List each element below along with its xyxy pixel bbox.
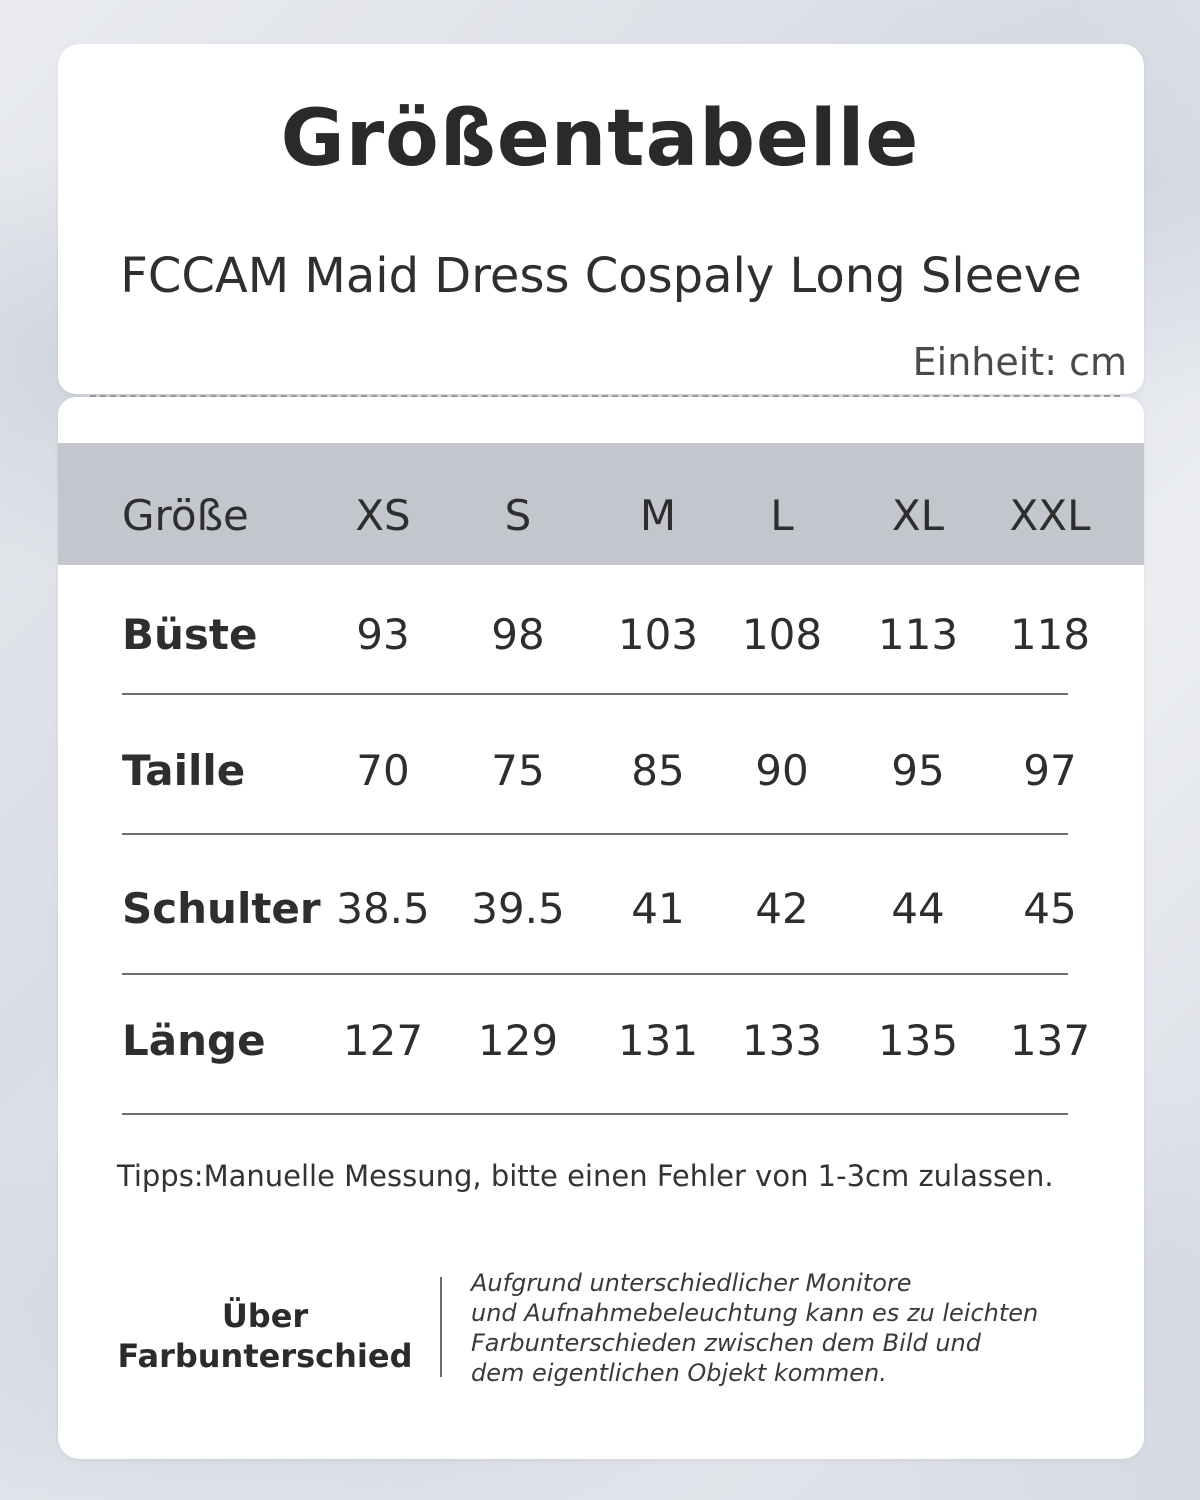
table-cell: 93 xyxy=(356,610,410,659)
size-header-cell: XL xyxy=(891,491,945,540)
table-cell: 41 xyxy=(631,884,685,933)
color-note-line: Farbunterschieden zwischen dem Bild und xyxy=(471,1329,981,1357)
size-header-cell: S xyxy=(504,491,532,540)
table-cell: 103 xyxy=(617,610,699,659)
table-cell: 129 xyxy=(477,1016,559,1065)
size-header-cell: XXL xyxy=(1009,491,1091,540)
table-cell: 133 xyxy=(741,1016,823,1065)
table-cell: 42 xyxy=(755,884,809,933)
color-difference-note xyxy=(471,1268,1131,1388)
size-header-label: Größe xyxy=(122,491,249,540)
table-cell: 118 xyxy=(1009,610,1091,659)
table-cell: 38.5 xyxy=(336,884,430,933)
row-label: Büste xyxy=(122,610,258,659)
product-subtitle: FCCAM Maid Dress Cospaly Long Sleeve xyxy=(120,248,1082,304)
color-difference-heading xyxy=(110,1296,420,1376)
size-header-cell: L xyxy=(770,491,794,540)
color-note-line: Aufgrund unterschiedlicher Monitore xyxy=(471,1269,912,1297)
page-title: Größentabelle xyxy=(280,94,920,184)
measurement-tip: Tipps:Manuelle Messung, bitte einen Fehler von 1-3cm zulassen. xyxy=(117,1159,1054,1193)
size-header-cell: XS xyxy=(355,491,411,540)
table-cell: 90 xyxy=(755,746,809,795)
color-note-line: und Aufnahmebeleuchtung kann es zu leichten xyxy=(471,1299,1039,1327)
row-divider xyxy=(122,833,1068,835)
unit-label: Einheit: cm xyxy=(912,340,1127,384)
table-cell: 135 xyxy=(877,1016,959,1065)
table-cell: 98 xyxy=(491,610,545,659)
dashed-separator xyxy=(90,395,1120,397)
table-cell: 85 xyxy=(631,746,685,795)
row-label: Taille xyxy=(122,746,246,795)
table-cell: 39.5 xyxy=(471,884,565,933)
color-note-line: dem eigentlichen Objekt kommen. xyxy=(471,1359,887,1387)
table-cell: 45 xyxy=(1023,884,1077,933)
table-cell: 75 xyxy=(491,746,545,795)
table-cell: 137 xyxy=(1009,1016,1091,1065)
row-label: Schulter xyxy=(122,884,321,933)
table-cell: 127 xyxy=(342,1016,424,1065)
table-cell: 97 xyxy=(1023,746,1077,795)
table-cell: 113 xyxy=(877,610,959,659)
table-cell: 131 xyxy=(617,1016,699,1065)
size-header-cell: M xyxy=(639,491,677,540)
table-cell: 95 xyxy=(891,746,945,795)
table-cell: 108 xyxy=(741,610,823,659)
row-label: Länge xyxy=(122,1016,266,1065)
vertical-divider xyxy=(440,1277,442,1377)
color-difference-heading-line2: Farbunterschied xyxy=(117,1337,413,1375)
table-cell: 44 xyxy=(891,884,945,933)
color-difference-heading-line1: Über xyxy=(221,1297,309,1335)
row-divider xyxy=(122,1113,1068,1115)
row-divider xyxy=(122,693,1068,695)
row-divider xyxy=(122,973,1068,975)
table-cell: 70 xyxy=(356,746,410,795)
